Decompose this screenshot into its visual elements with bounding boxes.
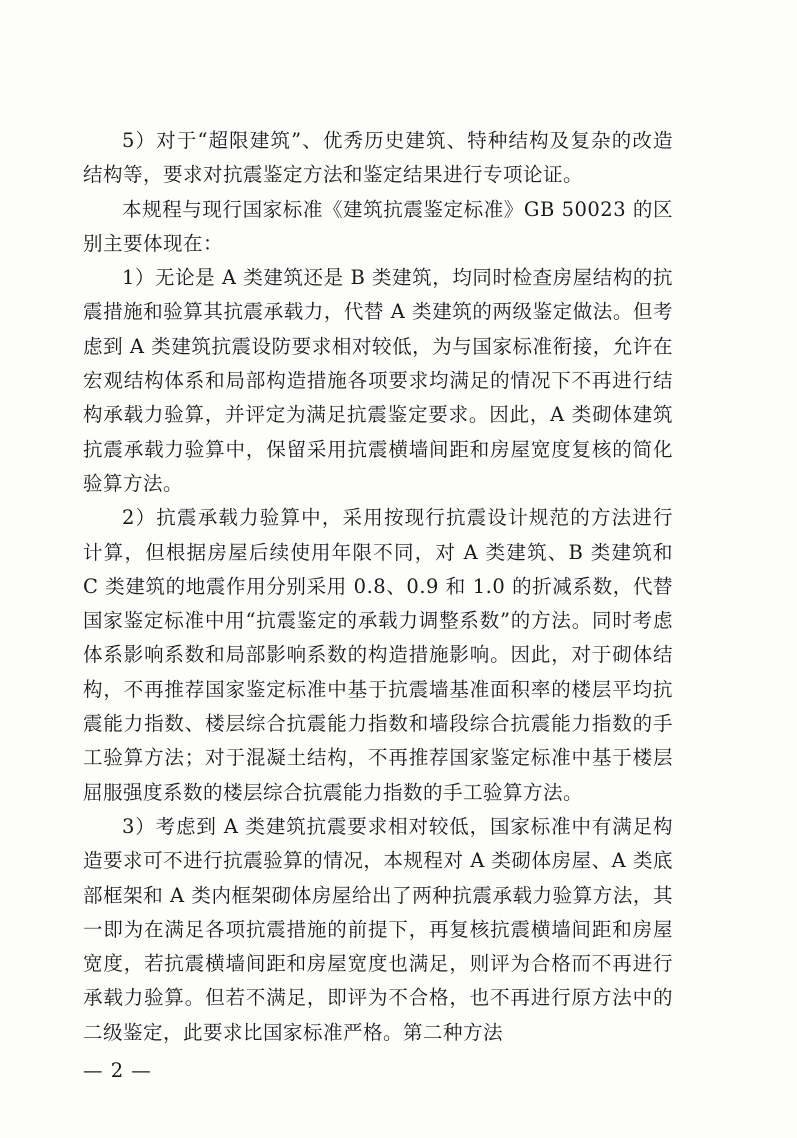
paragraph-intro-differences: 本规程与现行国家标准《建筑抗震鉴定标准》GB 50023 的区别主要体现在：: [83, 197, 673, 255]
paragraph-difference-2: 2）抗震承载力验算中，采用按现行抗震设计规范的方法进行计算，但根据房屋后续使用年限不同，对 A 类建筑、B 类建筑和 C 类建筑的地震作用分别采用 0.8、0.9 和 1.0 的折减系数，代替国家鉴定标准中用“抗震鉴定的承载力调整系数”的方法。同时考虑体系影响系数和局部影响系数的构造措施影响。因此，对于砌体结构，不再推荐国家鉴定标准中基于抗震墙基准面积率的楼层平均抗震能力指数、楼层综合抗震能力指数和墙段综合抗震能力指数的手工验算方法；对于混凝土结构，不再推荐国家鉴定标准中基于楼层屈服强度系数的楼层综合抗震能力指数的手工验算方法。: [83, 506, 673, 804]
body-text: [83, 124, 673, 1050]
paragraph-difference-3: 3）考虑到 A 类建筑抗震要求相对较低，国家标准中有满足构造要求可不进行抗震验算的情况，本规程对 A 类砌体房屋、A 类底部框架和 A 类内框架砌体房屋给出了两种抗震承载力验算方法，其一即为在满足各项抗震措施的前提下，再复核抗震横墙间距和房屋宽度，若抗震横墙间距和房屋宽度也满足，则评为合格而不再进行承载力验算。但若不满足，即评为不合格，也不再进行原方法中的二级鉴定，此要求比国家标准严格。第二种方法: [83, 814, 673, 1044]
paragraph-difference-1: 1）无论是 A 类建筑还是 B 类建筑，均同时检查房屋结构的抗震措施和验算其抗震承载力，代替 A 类建筑的两级鉴定做法。但考虑到 A 类建筑抗震设防要求相对较低，为与国家标准衔接，允许在宏观结构体系和局部构造措施各项要求均满足的情况下不再进行结构承载力验算，并评定为满足抗震鉴定要求。因此，A 类砌体建筑抗震承载力验算中，保留采用抗震横墙间距和房屋宽度复核的简化验算方法。: [83, 266, 673, 495]
paragraph-item-5: 5）对于“超限建筑”、优秀历史建筑、特种结构及复杂的改造结构等，要求对抗震鉴定方法和鉴定结果进行专项论证。: [83, 129, 673, 187]
page-number: — 2 —: [83, 1059, 152, 1082]
